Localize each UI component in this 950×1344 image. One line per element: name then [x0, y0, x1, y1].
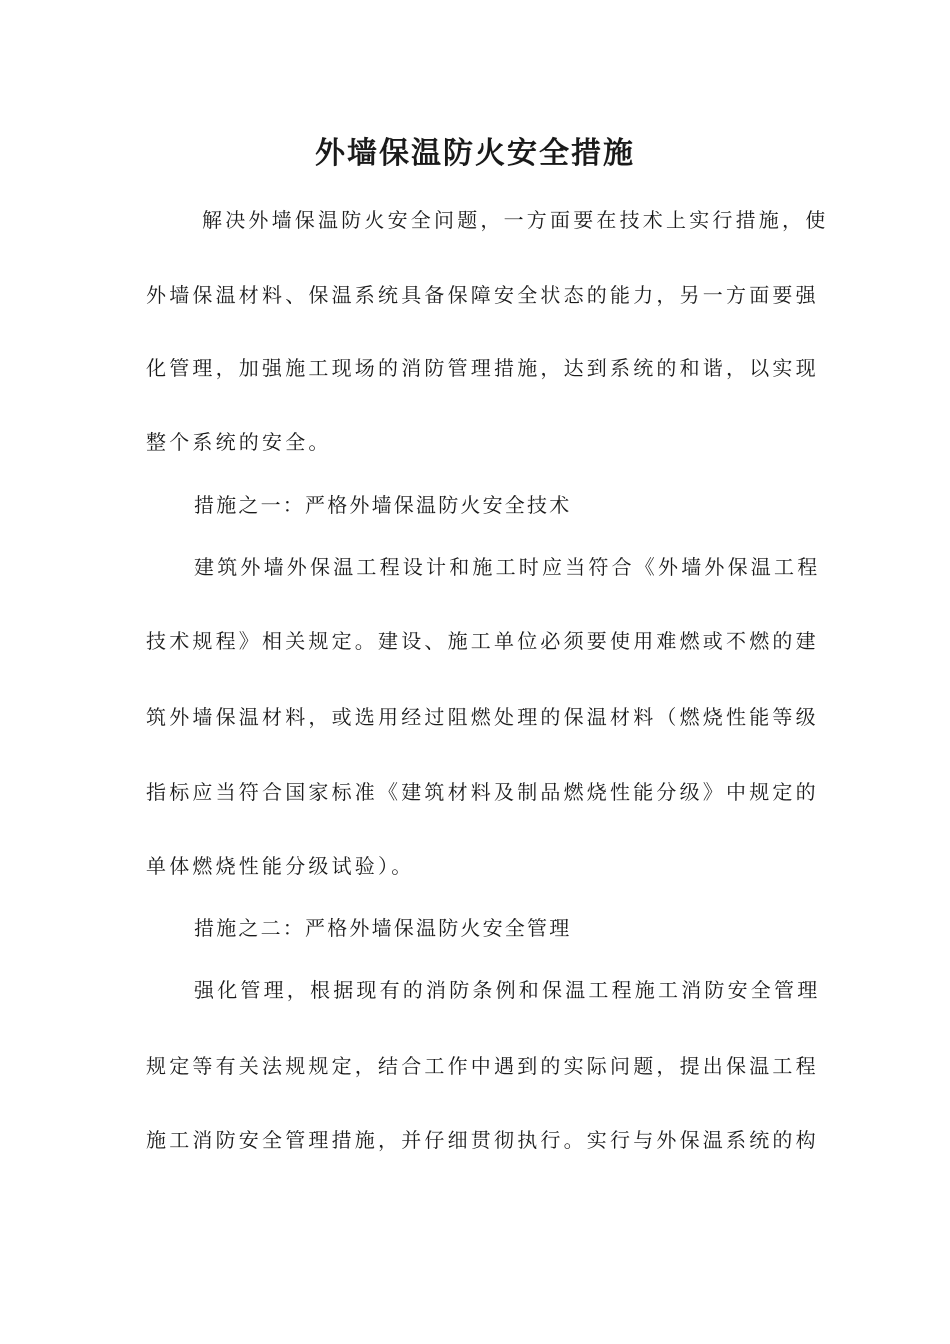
paragraph-2-line-4: 指标应当符合国家标准《建筑材料及制品燃烧性能分级》中规定的	[146, 780, 819, 804]
paragraph-3-line-2: 规定等有关法规规定，结合工作中遇到的实际问题，提出保温工程	[146, 1054, 819, 1078]
paragraph-2-line-3: 筑外墙保温材料，或选用经过阻燃处理的保温材料（燃烧性能等级	[146, 705, 819, 729]
document-title: 外墙保温防火安全措施	[315, 136, 635, 171]
paragraph-3-line-3: 施工消防安全管理措施，并仔细贯彻执行。实行与外保温系统的构	[146, 1128, 819, 1152]
paragraph-1-line-1: 解决外墙保温防火安全问题，一方面要在技术上实行措施，使	[202, 208, 829, 232]
paragraph-2-line-1: 建筑外墙外保温工程设计和施工时应当符合《外墙外保温工程	[194, 555, 821, 579]
paragraph-1-line-2: 外墙保温材料、保温系统具备保障安全状态的能力，另一方面要强	[146, 283, 819, 307]
measure-heading-1: 措施之一：严格外墙保温防火安全技术	[194, 493, 572, 517]
paragraph-1-line-3: 化管理，加强施工现场的消防管理措施，达到系统的和谐，以实现	[146, 356, 819, 380]
paragraph-1-line-4: 整个系统的安全。	[146, 430, 332, 454]
paragraph-2-line-2: 技术规程》相关规定。建设、施工单位必须要使用难燃或不燃的建	[146, 629, 819, 653]
paragraph-3-line-1: 强化管理，根据现有的消防条例和保温工程施工消防安全管理	[194, 978, 821, 1002]
measure-heading-2: 措施之二：严格外墙保温防火安全管理	[194, 916, 572, 940]
paragraph-2-line-5: 单体燃烧性能分级试验）。	[146, 854, 415, 878]
